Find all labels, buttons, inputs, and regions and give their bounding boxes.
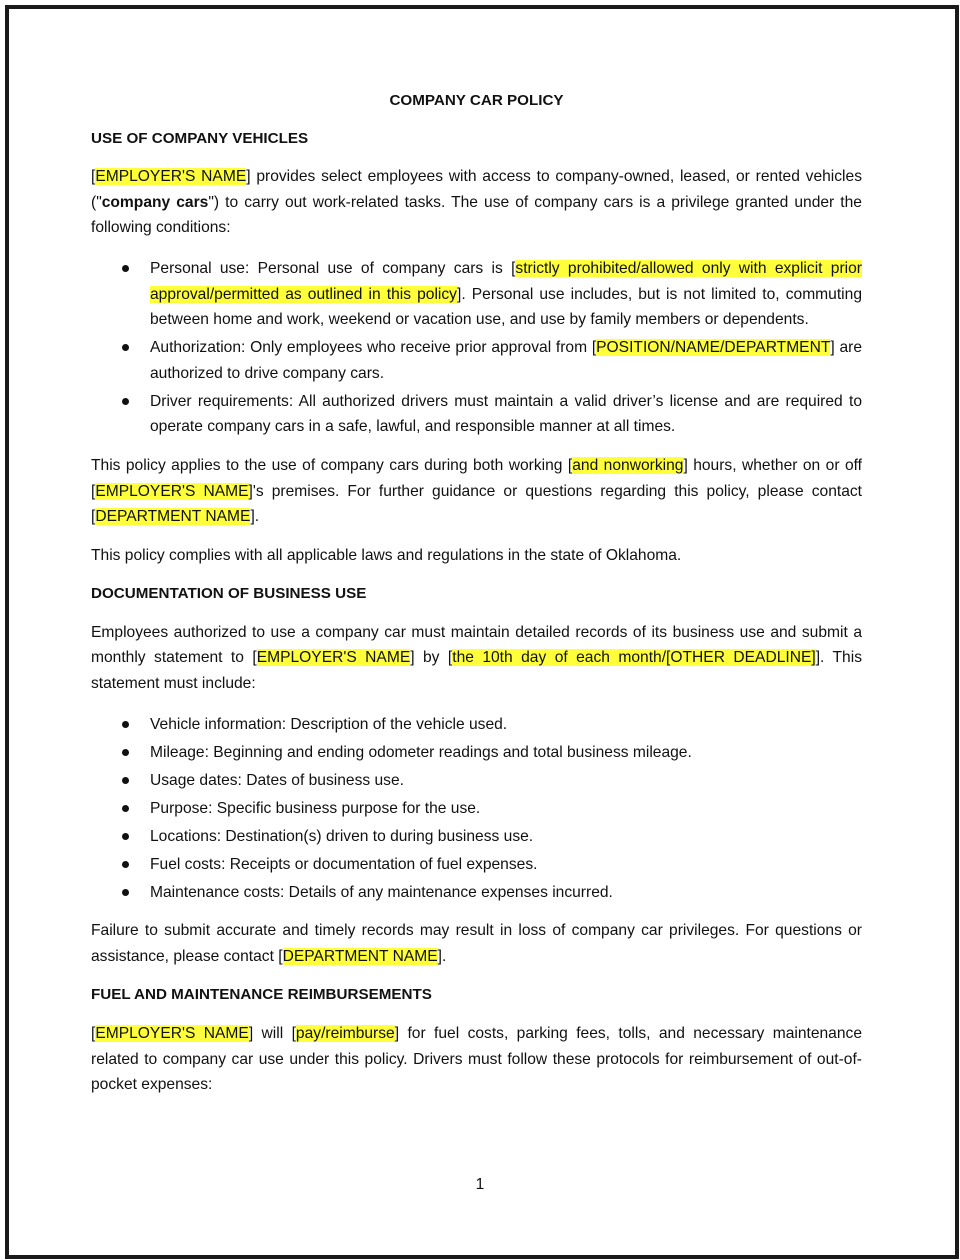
documentation-intro-paragraph: Employees authorized to use a company car must maintain detailed records of its business use and submit a monthly statement to [EMPLOYER'S NAME] by [the 10th day of each month/[OTHER DEADLINE]]. This statement must include: [91,623,862,693]
placeholder-pay-reimburse: pay/reimburse [295,1024,395,1042]
page-number: 1 [475,1176,485,1193]
section-heading-use-of-company-vehicles: USE OF COMPANY VEHICLES [91,129,309,147]
placeholder-employer-name: EMPLOYER'S NAME [95,482,249,500]
bullet-icon [122,344,129,351]
list-item: Purpose: Specific business purpose for the use. [91,796,862,822]
bullet-icon [122,889,129,896]
applies-paragraph: This policy applies to the use of company cars during both working [and nonworking] hours, whether on or off [EMPLOYER'S NAME]'s premises. For further guidance or questions regarding this policy, please contact [DEPARTMENT NAME]. [91,456,863,526]
bullet-icon [122,805,129,812]
list-item: Maintenance costs: Details of any maintenance expenses incurred. [91,880,862,906]
defined-term: company cars [101,193,209,211]
list-item: Personal use: Personal use of company cars is [strictly prohibited/allowed only with explicit prior approval/permitted as outlined in this policy]. Personal use includes, but is not limited to, commuting between home and work, weekend or vacation use, and use by family members or dependents. [91,256,862,333]
placeholder-department-name: DEPARTMENT NAME [95,508,251,526]
bullet-icon [122,777,129,784]
list-item: Usage dates: Dates of business use. [91,768,862,794]
placeholder-deadline: the 10th day of each month/[OTHER DEADLINE] [452,649,816,667]
bullet-icon [122,398,129,405]
list-item: Locations: Destination(s) driven to during business use. [91,824,862,850]
placeholder-employer-name: EMPLOYER'S NAME [256,649,411,667]
reimbursement-intro-paragraph: [EMPLOYER'S NAME] will [pay/reimburse] for fuel costs, parking fees, tolls, and necessary maintenance related to company car use under this policy. Drivers must follow these protocols for reimbursement of out-of-pocket expenses: [91,1024,862,1094]
complies-paragraph: This policy complies with all applicable laws and regulations in the state of Oklahoma. [91,546,682,564]
bullet-icon [122,721,129,728]
placeholder-position-name-department: POSITION/NAME/DEPARTMENT [596,339,831,357]
bullet-icon [122,265,129,272]
list-item: Authorization: Only employees who receive prior approval from [POSITION/NAME/DEPARTMENT] are authorized to drive company cars. [91,335,862,386]
intro-paragraph: [EMPLOYER'S NAME] provides select employees with access to company-owned, leased, or rented vehicles ("company cars") to carry out work-related tasks. The use of company cars is a privilege granted under the following conditions: [91,168,862,237]
list-item: Vehicle information: Description of the vehicle used. [91,712,862,738]
section-heading-reimbursements: FUEL AND MAINTENANCE REIMBURSEMENTS [91,986,432,1004]
placeholder-personal-use-option: strictly prohibited/allowed only with explicit prior approval/permitted as outlined in this policy [150,259,862,303]
placeholder-department-name: DEPARTMENT NAME [282,947,438,965]
list-item: Driver requirements: All authorized drivers must maintain a valid driver’s license and are required to operate company cars in a safe, lawful, and responsible manner at all times. [91,389,862,440]
placeholder-nonworking: and nonworking [572,456,684,474]
failure-paragraph: Failure to submit accurate and timely records may result in loss of company car privileges. For questions or assistance, please contact [DEPARTMENT NAME]. [91,922,862,965]
section-heading-documentation: DOCUMENTATION OF BUSINESS USE [91,585,367,603]
placeholder-employer-name: EMPLOYER'S NAME [95,168,247,186]
placeholder-employer-name: EMPLOYER'S NAME [95,1024,249,1042]
conditions-list [91,256,862,440]
document-body [91,88,862,1111]
list-item: Mileage: Beginning and ending odometer readings and total business mileage. [91,740,862,766]
bullet-icon [122,749,129,756]
bullet-icon [122,861,129,868]
list-item: Fuel costs: Receipts or documentation of fuel expenses. [91,852,862,878]
statement-items-list [91,712,862,906]
bullet-icon [122,833,129,840]
document-title: COMPANY CAR POLICY [389,92,564,109]
